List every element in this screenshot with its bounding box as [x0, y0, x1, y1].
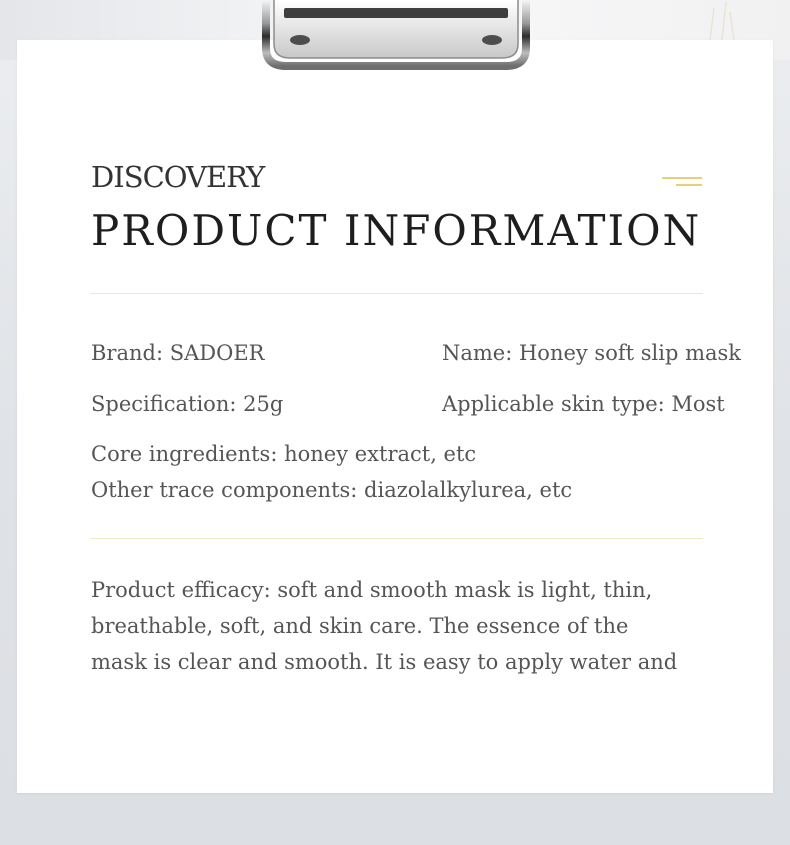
product-info-card [17, 40, 773, 793]
section-eyebrow: DISCOVERY [91, 160, 265, 194]
spec-skin-type: Applicable skin type: Most [442, 392, 725, 416]
spec-trace-components: Other trace components: diazolalkylurea, etc [91, 478, 573, 502]
efficacy-paragraph [91, 572, 721, 680]
divider-top [90, 293, 703, 294]
spec-core-ingredients: Core ingredients: honey extract, etc [91, 442, 477, 466]
page-title: PRODUCT INFORMATION [91, 206, 702, 255]
menu-icon [662, 177, 702, 193]
background-decoration [700, 0, 760, 40]
spec-specification: Specification: 25g [91, 392, 284, 416]
efficacy-line: mask is clear and smooth. It is easy to apply water and [91, 650, 678, 674]
menu-icon-line-bottom [676, 184, 702, 186]
menu-icon-line-top [662, 177, 702, 179]
spec-name: Name: Honey soft slip mask [442, 341, 742, 365]
divider-bottom [90, 538, 703, 539]
clipboard-clip-icon [260, 0, 532, 70]
efficacy-line: breathable, soft, and skin care. The essence of the [91, 614, 629, 638]
spec-brand: Brand: SADOER [91, 341, 265, 365]
efficacy-line: Product efficacy: soft and smooth mask is light, thin, [91, 578, 653, 602]
